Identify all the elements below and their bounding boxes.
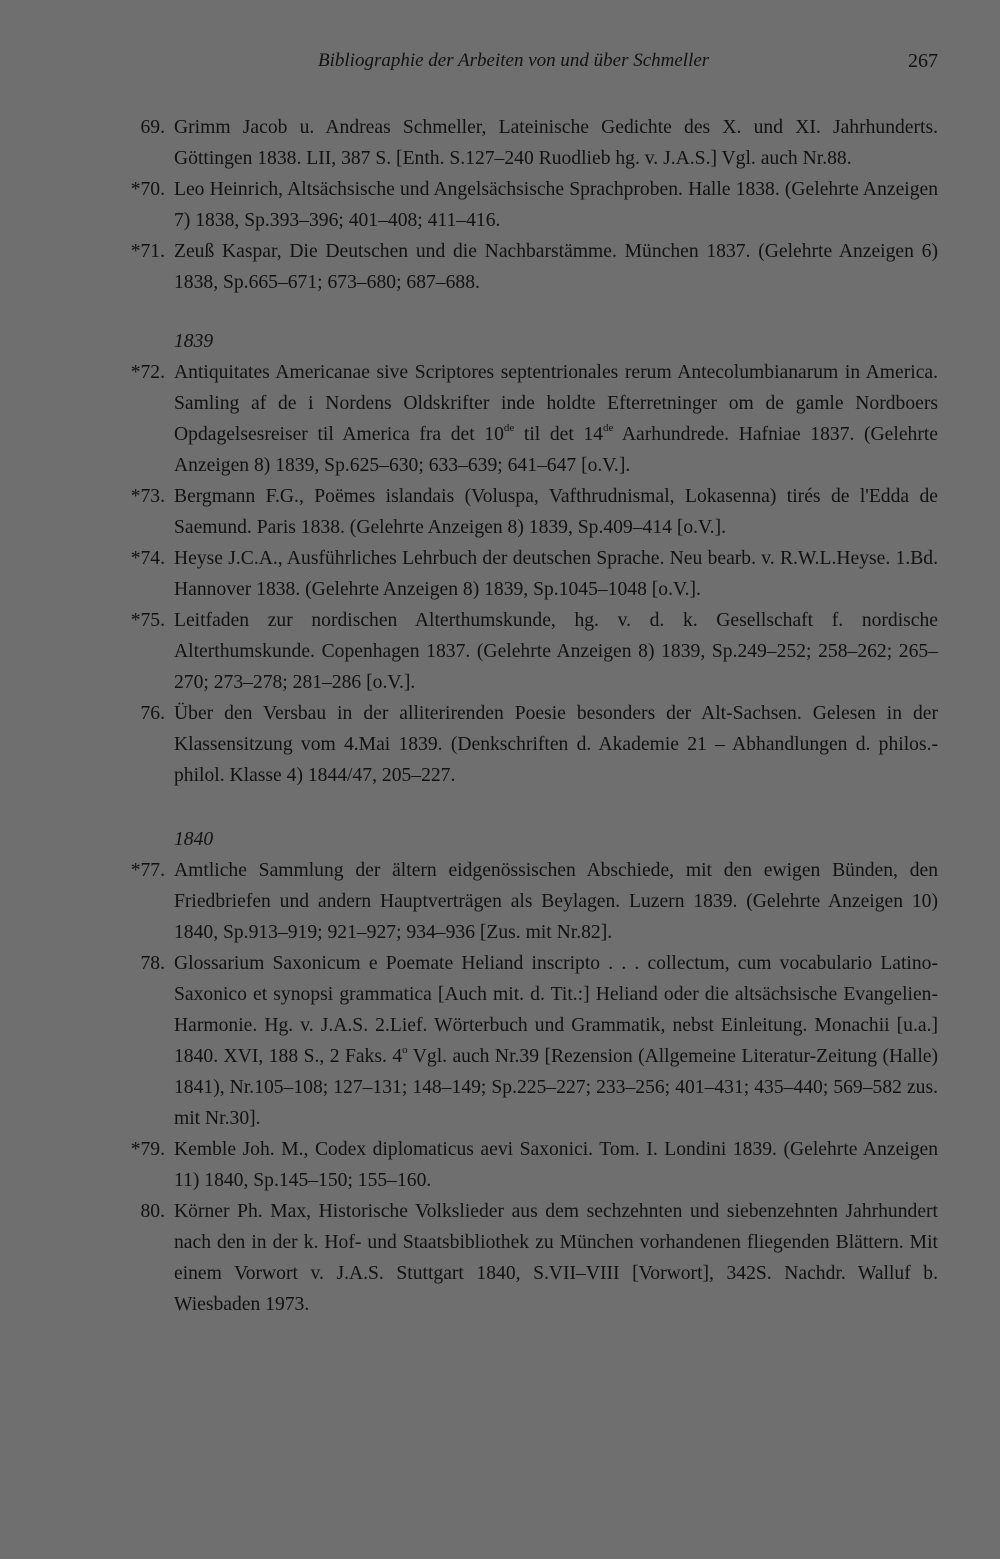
bibliography-entry xyxy=(140,112,938,174)
entry-number: *73. xyxy=(130,486,165,507)
entry-number: 78. xyxy=(140,953,165,974)
entry-number: *77. xyxy=(130,860,165,881)
entry-text: Leo Heinrich, Altsächsische und Angelsächsische Sprachproben. Halle 1838. (Gelehrte Anzeigen 7) 1838, Sp.393–396; 401–408; 411–416. xyxy=(174,179,938,231)
year-heading: 1840 xyxy=(174,829,214,850)
bibliography-entry xyxy=(130,236,938,298)
entry-text: Amtliche Sammlung der ältern eidgenössischen Abschiede, mit den ewigen Bünden, den Friedbriefen und andern Hauptverträgen als Beylagen. Luzern 1839. (Gelehrte Anzeigen 10) 1840, Sp.913–919; 921–927; 934–936 [Zus. mit Nr.82]. xyxy=(174,860,938,943)
entry-number: *75. xyxy=(130,610,165,631)
bibliography-entry xyxy=(130,481,938,543)
bibliography-entry xyxy=(130,357,938,481)
entry-text: Heyse J.C.A., Ausführliches Lehrbuch der deutschen Sprache. Neu bearb. v. R.W.L.Heyse. 1.Bd. Hannover 1838. (Gelehrte Anzeigen 8) 1839, Sp.1045–1048 [o.V.]. xyxy=(174,548,938,600)
bibliography-entry xyxy=(140,948,939,1134)
entry-text: Grimm Jacob u. Andreas Schmeller, Lateinische Gedichte des X. und XI. Jahrhunderts. Göttingen 1838. LII, 387 S. [Enth. S.127–240 Ruodlieb hg. v. J.A.S.] Vgl. auch Nr.88. xyxy=(174,117,938,169)
bibliography-entry xyxy=(130,543,938,605)
bibliography-entry xyxy=(140,1196,938,1320)
bibliography-entry xyxy=(130,605,938,698)
entry-text: Kemble Joh. M., Codex diplomaticus aevi Saxonici. Tom. I. Londini 1839. (Gelehrte Anzeigen 11) 1840, Sp.145–150; 155–160. xyxy=(174,1139,938,1191)
entry-text: Bergmann F.G., Poëmes islandais (Voluspa, Vafthrudnismal, Lokasenna) tirés de l'Edda de Saemund. Paris 1838. (Gelehrte Anzeigen 8) 1839, Sp.409–414 [o.V.]. xyxy=(174,486,938,538)
bibliography-entry xyxy=(140,698,938,791)
entry-number: 76. xyxy=(140,703,165,724)
entry-text: Über den Versbau in der alliterirenden Poesie besonders der Alt-Sachsen. Gelesen in der Klassensitzung vom 4.Mai 1839. (Denkschriften d. Akademie 21 – Abhandlungen d. philos.-philol. Klasse 4) 1844/47, 205–227. xyxy=(174,703,938,786)
bibliography-list xyxy=(130,112,939,1320)
superscript: o xyxy=(402,1044,408,1056)
bibliography-entry xyxy=(130,1134,938,1196)
superscript: de xyxy=(503,422,515,434)
entry-text: Zeuß Kaspar, Die Deutschen und die Nachbarstämme. München 1837. (Gelehrte Anzeigen 6) 1838, Sp.665–671; 673–680; 687–688. xyxy=(174,241,938,293)
page-header xyxy=(174,50,938,80)
superscript: de xyxy=(602,422,614,434)
entry-number: 69. xyxy=(140,117,165,138)
year-heading: 1839 xyxy=(174,331,214,352)
entry-text: Glossarium Saxonicum e Poemate Heliand inscripto . . . collectum, cum vocabulario Latino-Saxonico et synopsi grammatica [Auch mit. d. Tit.:] Heliand oder die altsächsische Evangelien-Harmonie. Hg. v. J.A.S. 2.Lief. Wörterbuch und Grammatik, nebst Einleitung. Monachii [u.a.] 1840. XVI, 188 S., 2 Faks. 4$^o$ Vgl. auch Nr.39 [Rezension (Allgemeine Literatur-Zeitung (Halle) 1841), Nr.105–108; 127–131; 148–149; Sp.225–227; 233–256; 401–431; 435–440; 569–582 zus. mit Nr.30]. xyxy=(174,953,939,1129)
bibliography-entry xyxy=(130,855,938,948)
entry-number: 80. xyxy=(140,1201,165,1222)
entry-number: *74. xyxy=(130,548,165,569)
entry-number: *71. xyxy=(130,241,165,262)
entry-number: *79. xyxy=(130,1139,165,1160)
entry-text: Leitfaden zur nordischen Alterthumskunde, hg. v. d. k. Gesellschaft f. nordische Alterthumskunde. Copenhagen 1837. (Gelehrte Anzeigen 8) 1839, Sp.249–252; 258–262; 265–270; 273–278; 281–286 [o.V.]. xyxy=(174,610,938,693)
entry-number: *70. xyxy=(130,179,165,200)
entry-text: Antiquitates Americanae sive Scriptores septentrionales rerum Antecolumbianarum in America. Samling af de i Nordens Oldskrifter inde holdte Efterretninger om de gamle Nordboers Opdagelsesreiser til America fra det 10de til det 14de Aarhundrede. Hafniae 1837. (Gelehrte Anzeigen 8) 1839, Sp.625–630; 633–639; 641–647 [o.V.]. xyxy=(174,362,938,476)
bibliography-entry xyxy=(130,174,938,236)
page-number: 267 xyxy=(908,50,938,72)
entry-number: *72. xyxy=(130,362,165,383)
running-title: Bibliographie der Arbeiten von und über Schmeller xyxy=(318,50,710,71)
entry-text: Körner Ph. Max, Historische Volkslieder aus dem sechzehnten und siebenzehnten Jahrhundert nach den in der k. Hof- und Staatsbibliothek zu München vorhandenen fliegenden Blättern. Mit einem Vorwort v. J.A.S. Stuttgart 1840, S.VII–VIII [Vorwort], 342S. Nachdr. Walluf b. Wiesbaden 1973. xyxy=(174,1201,938,1315)
